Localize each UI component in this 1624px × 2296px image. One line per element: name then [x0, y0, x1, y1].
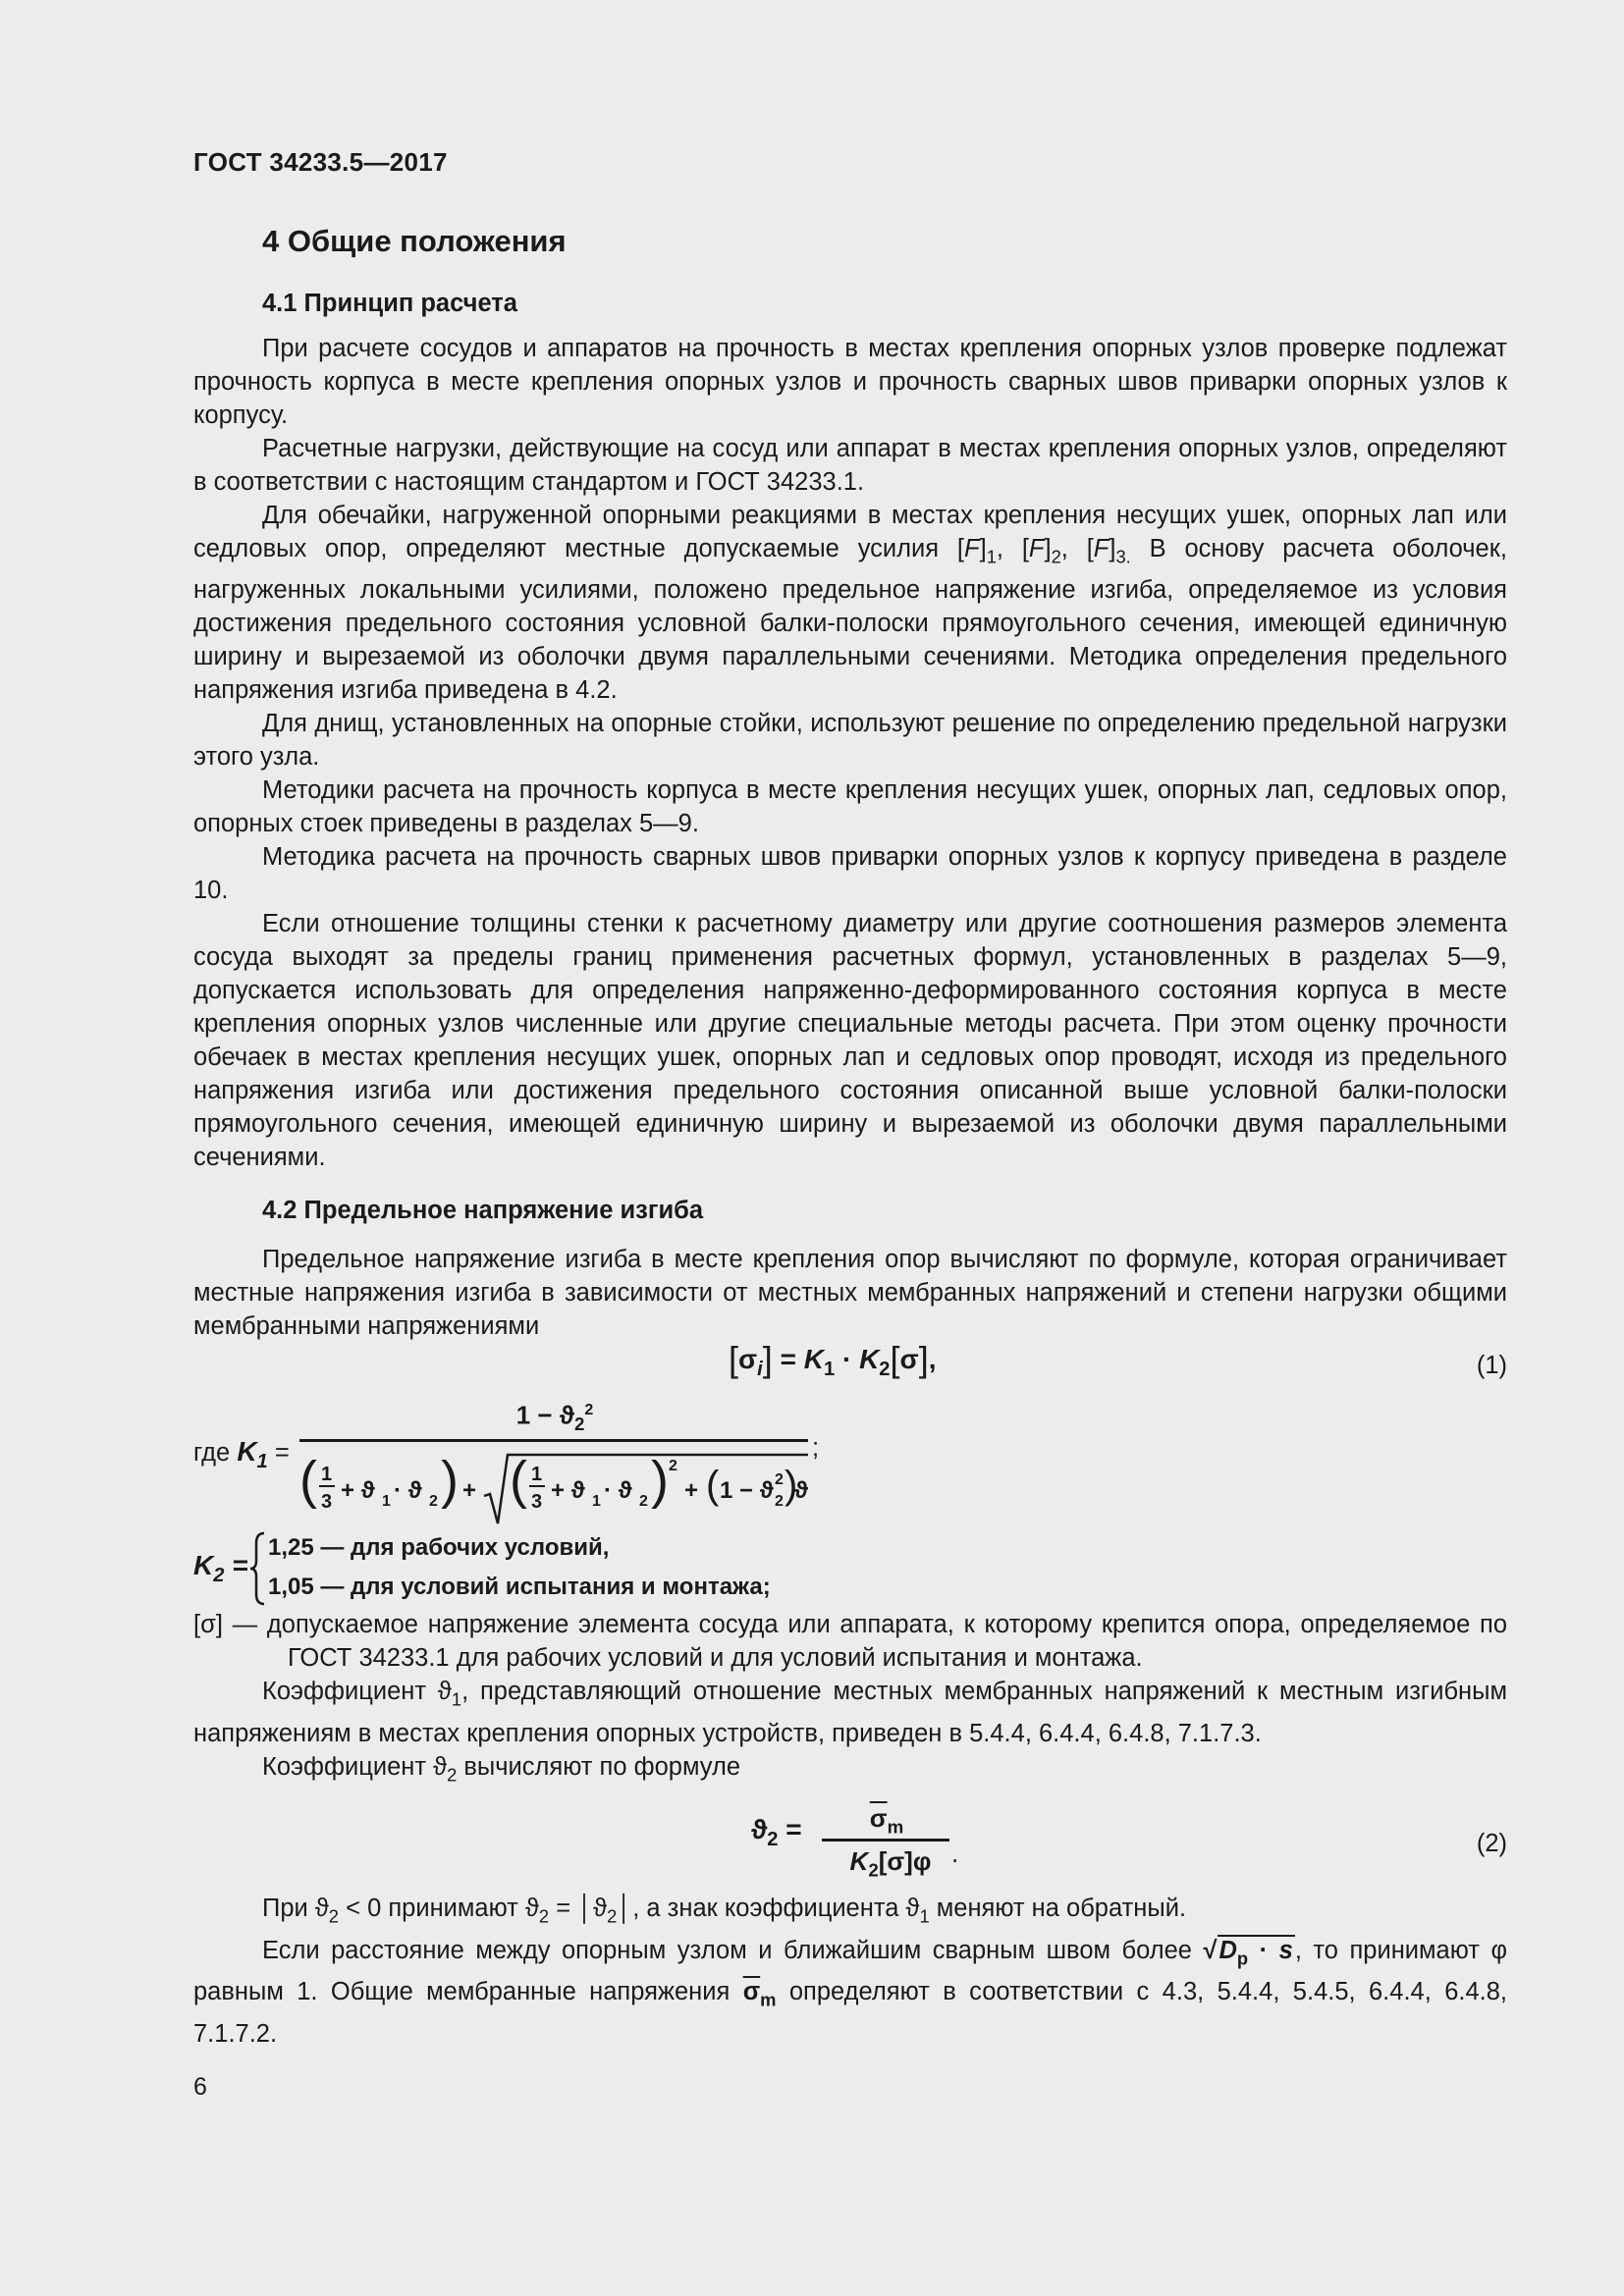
k1-numerator: $1 - ϑ_2^2$ — [515, 1401, 594, 1435]
svg-text:3: 3 — [321, 1491, 333, 1514]
k1-denominator — [299, 1451, 810, 1529]
svg-text:(: ( — [510, 1451, 527, 1511]
page-content — [193, 222, 1507, 2051]
svg-text:+: + — [462, 1477, 477, 1505]
svg-text:(: ( — [299, 1451, 317, 1511]
formula-2: $ϑ_2$ = $\overline{\sigma}_m$ $K_2[\sigma]\varphi$ . (2) — [751, 1803, 1507, 1881]
paragraph: Методики расчета на прочность корпуса в месте крепления несущих ушек, опорных лап, седловых опор, опорных стоек приведены в разделах 5—9. — [193, 776, 1507, 838]
subsection-title-4-1: 4.1 Принцип расчета — [262, 290, 517, 317]
paragraph: При расчете сосудов и аппаратов на прочность в местах крепления опорных узлов проверке подлежат прочность корпуса в месте крепления опорных узлов и прочность сварных швов приварки опорных узлов к корпусу. — [193, 335, 1507, 429]
paragraph: Коэффициент $ϑ_1$, представляющий отношение местных мембранных напряжений к местным изгибным напряжениям в местах крепления опорных устройств, приведен в 5.4.4, 6.4.4, 6.4.8, 7.1.7.3. — [193, 1678, 1507, 1747]
paragraph: Предельное напряжение изгиба в месте крепления опор вычисляют по формуле, которая ограничивает местные напряжения изгиба в зависимости от местных мембранных напряжений и степени нагрузки общими мембранными напряжениями — [193, 1246, 1507, 1341]
k2-case-testing: 1,05 — для условий испытания и монтажа; — [268, 1574, 771, 1601]
formula-1 — [193, 1339, 1507, 1390]
svg-text:2: 2 — [669, 1458, 677, 1475]
fraction-line — [822, 1839, 949, 1842]
subsection-title-4-2: 4.2 Предельное напряжение изгиба — [262, 1197, 704, 1225]
equation-number: (2) — [1476, 1830, 1507, 1858]
standard-header: ГОСТ 34233.5—2017 — [193, 147, 448, 177]
svg-text:2: 2 — [775, 1493, 784, 1511]
paragraph: Коэффициент $ϑ_2$ вычисляют по формуле — [262, 1752, 741, 1786]
svg-text:· ϑ: · ϑ — [394, 1477, 422, 1505]
page-number: 6 — [193, 2073, 207, 2101]
svg-text:1: 1 — [592, 1493, 601, 1511]
svg-text:1 − ϑ: 1 − ϑ — [720, 1477, 774, 1505]
svg-text:1: 1 — [321, 1464, 333, 1486]
svg-text:): ) — [651, 1451, 669, 1511]
formula-1-expression: $[\sigma_i] = K_1 \cdot K_2[\sigma]$, — [729, 1339, 937, 1381]
svg-text:1: 1 — [531, 1464, 543, 1486]
svg-text:1: 1 — [382, 1493, 391, 1511]
definition-sigma: [σ] — допускаемое напряжение элемента сосуда или аппарата, к которому крепится опора, определяемое по ГОСТ 34233.1 для рабочих условий и для условий испытания и монтажа. — [193, 1611, 1508, 1673]
fraction-line — [299, 1439, 808, 1442]
paragraph: При $ϑ_2 < 0$ принимают $ϑ_2$ = $│ϑ_2│$, а знак коэффициента $ϑ_1$ меняют на обратный. — [262, 1895, 1187, 1927]
svg-text:ϑ: ϑ — [794, 1477, 808, 1505]
where-label: где — [193, 1439, 231, 1468]
svg-text:+: + — [684, 1477, 699, 1505]
svg-text:· ϑ: · ϑ — [604, 1477, 632, 1505]
svg-text:): ) — [441, 1451, 459, 1511]
paragraph: Методика расчета на прочность сварных швов приварки опорных узлов к корпусу приведена в разделе 10. — [193, 843, 1507, 905]
paragraph: Расчетные нагрузки, действующие на сосуд или аппарат в местах крепления опорных узлов, определяют в соответствии с настоящим стандартом и ГОСТ 34233.1. — [193, 435, 1507, 496]
paragraph: Для обечайки, нагруженной опорными реакциями в местах крепления несущих ушек, опорных лап или седловых опор, определяют местные допускаемые усилия $[F]_1$, $[F]_2$, $[F]_{3.}$ В основу расчета оболочек, нагруженных локальными усилиями, положено предельное напряжение изгиба, определяемое из условия достижения предельного состояния условной балки-полоски прямоугольного сечения, имеющей единичную ширину и вырезаемой из оболочки двумя параллельными сечениями. Методика определения предельного напряжения изгиба приведена в 4.2. — [193, 502, 1507, 705]
formula-k2: $K_2$ = 1,25 — для рабочих условий, 1,05 — для условий испытания и монтажа; — [193, 1531, 1507, 1606]
svg-text:+ ϑ: + ϑ — [341, 1477, 375, 1505]
svg-text:3: 3 — [531, 1491, 543, 1514]
svg-text:): ) — [785, 1464, 798, 1508]
paragraph: Если отношение толщины стенки к расчетному диаметру или другие соотношения размеров элемента сосуда выходят за пределы границ применения расчетных формул, установленных в разделах 5—9, допускается использовать для определения напряженно-деформированного состояния корпуса в месте крепления опорных узлов численные или другие специальные методы расчета. При этом оценку прочности обечаек в местах крепления несущих ушек, опорных лап и седловых опор проводят, исходя из предельного напряжения изгиба или достижения предельного состояния описанной выше условной балки-полоски прямоугольного сечения, имеющей единичную ширину и вырезаемой из оболочки двумя параллельными сечениями. — [193, 910, 1507, 1172]
svg-text:+ ϑ: + ϑ — [551, 1477, 585, 1505]
equation-number: (1) — [1476, 1352, 1507, 1380]
formula-k1: где $K_1$ = $1 - ϑ_2^2$ ( 1 3 + ϑ 1 · ϑ 2 ) + ( 1 3 + ϑ 1 · ϑ 2 ) 2 + ( 1 − ϑ 2 2 ) ϑ ; — [193, 1394, 1507, 1531]
brace — [248, 1531, 268, 1606]
svg-text:2: 2 — [639, 1493, 648, 1511]
svg-text:2: 2 — [775, 1471, 784, 1489]
paragraph: Для днищ, установленных на опорные стойки, используют решение по определению предельной нагрузки этого узла. — [193, 710, 1507, 772]
paragraph: Если расстояние между опорным узлом и ближайшим сварным швом более $√D_p \cdot s$, то принимают φ равным 1. Общие мембранные напряжения $\overline{\sigma}_m$ определяют в соответствии с 4.3, 5.4.4, 5.4.5, 6.4.4, 6.4.8, 7.1.7.2. — [193, 1936, 1508, 2048]
svg-text:2: 2 — [429, 1493, 438, 1511]
svg-text:(: ( — [706, 1464, 720, 1508]
k2-case-working: 1,25 — для рабочих условий, — [268, 1534, 610, 1562]
section-title: 4 Общие положения — [262, 224, 567, 258]
